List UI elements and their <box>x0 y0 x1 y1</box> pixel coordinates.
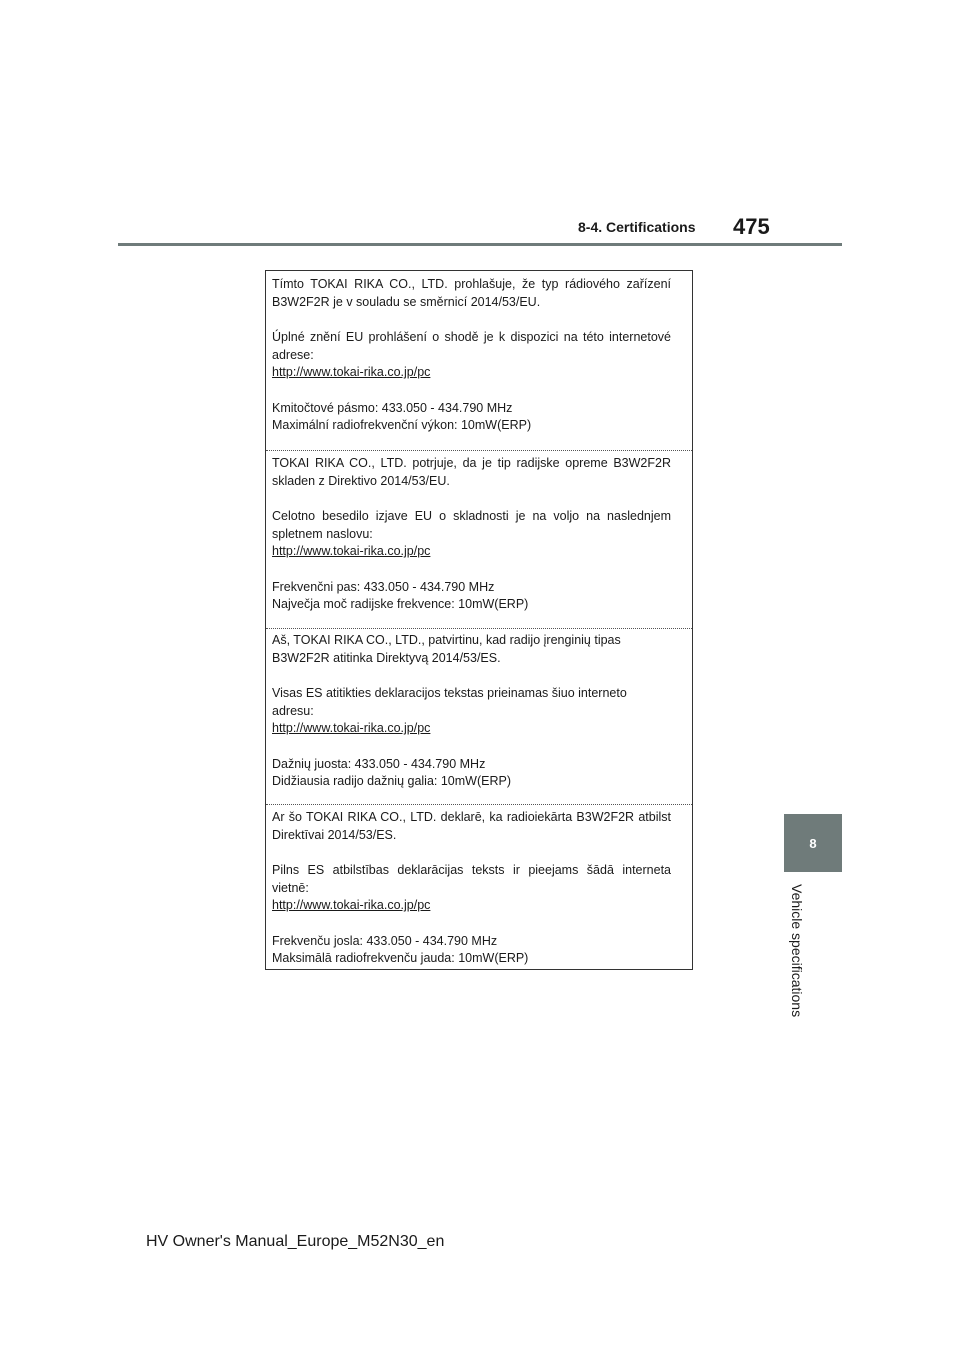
section-divider <box>266 628 692 629</box>
declaration-link[interactable]: http://www.tokai-rika.co.jp/pc <box>272 898 431 912</box>
availability-text: Pilns ES atbilstības deklarācijas teksts ir pieejams šādā interneta vietnē: <box>272 863 671 895</box>
declaration-link[interactable]: http://www.tokai-rika.co.jp/pc <box>272 721 431 735</box>
power-text: Največja moč radijske frekvence: 10mW(ERP) <box>272 597 529 611</box>
section-divider <box>266 804 692 805</box>
certification-latvian <box>266 809 692 968</box>
availability-text: Visas ES atitikties deklaracijos tekstas prieinamas šiuo interneto adresu: <box>272 686 627 718</box>
declaration-link[interactable]: http://www.tokai-rika.co.jp/pc <box>272 365 431 379</box>
power-text: Maksimālā radiofrekvenču jauda: 10mW(ERP) <box>272 951 529 965</box>
chapter-number: 8 <box>809 835 817 851</box>
section-divider <box>266 450 692 451</box>
declaration-text: Ar šo TOKAI RIKA CO., LTD. deklarē, ka radioiekārta B3W2F2R atbilst Direktīvai 2014/53/ES. <box>272 810 671 842</box>
chapter-title: Vehicle specifications <box>789 884 805 1018</box>
manual-id: HV Owner's Manual_Europe_M52N30_en <box>146 1233 445 1250</box>
chapter-tab[interactable] <box>784 814 842 872</box>
frequency-text: Frekvenču josla: 433.050 - 434.790 MHz <box>272 933 498 948</box>
frequency-text: Dažnių juosta: 433.050 - 434.790 MHz <box>272 756 486 771</box>
declaration-text: Aš, TOKAI RIKA CO., LTD., patvirtinu, kad radijo įrenginių tipas B3W2F2R atitinka Direktyvą 2014/53/ES. <box>272 633 621 665</box>
declaration-text: Tímto TOKAI RIKA CO., LTD. prohlašuje, že typ rádiového zařízení B3W2F2R je v souladu se směrnicí 2014/53/EU. <box>272 277 671 309</box>
power-text: Maximální radiofrekvenční výkon: 10mW(ERP) <box>272 418 532 432</box>
availability-text: Úplné znění EU prohlášení o shodě je k dispozici na této internetové adrese: <box>272 330 671 362</box>
header-rule <box>118 243 842 246</box>
declaration-text: TOKAI RIKA CO., LTD. potrjuje, da je tip radijske opreme B3W2F2R skladen z Direktivo 2014/53/EU. <box>272 456 671 488</box>
certification-czech <box>266 276 692 435</box>
declaration-link[interactable]: http://www.tokai-rika.co.jp/pc <box>272 544 431 558</box>
section-title: 8-4. Certifications <box>578 219 696 235</box>
frequency-text: Kmitočtové pásmo: 433.050 - 434.790 MHz <box>272 400 513 415</box>
certification-box <box>265 270 693 970</box>
power-text: Didžiausia radijo dažnių galia: 10mW(ERP) <box>272 774 511 788</box>
availability-text: Celotno besedilo izjave EU o skladnosti je na voljo na naslednjem spletnem naslovu: <box>272 509 671 541</box>
certification-lithuanian <box>266 632 692 791</box>
frequency-text: Frekvenčni pas: 433.050 - 434.790 MHz <box>272 579 495 594</box>
page-number: 475 <box>733 214 770 239</box>
certification-slovenian <box>266 455 692 614</box>
